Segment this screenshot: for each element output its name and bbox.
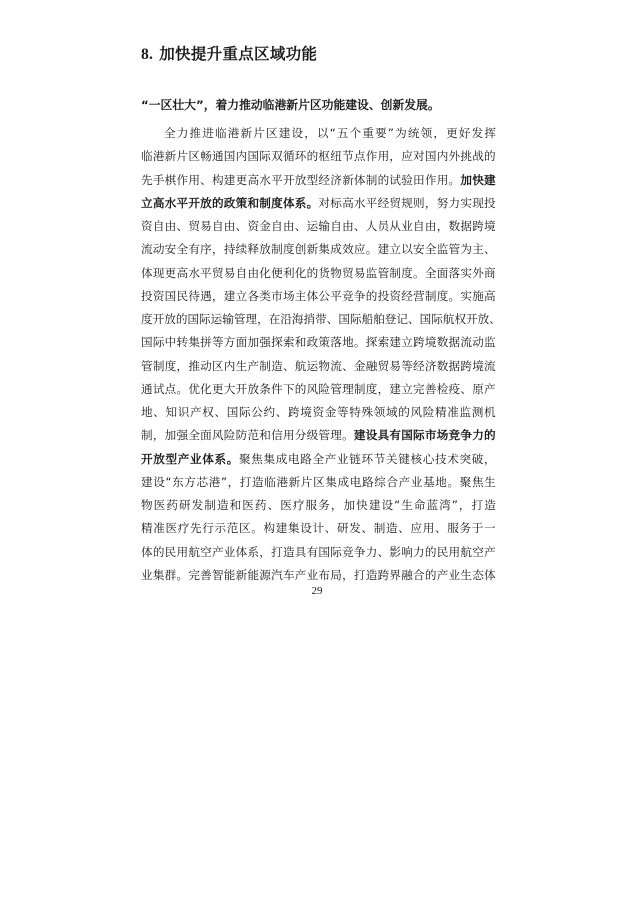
- text-line: 精 准 医 疗 先 行 示 范 区 。 构 建 集 设 计 、 研 发 、 制 造 、 应 用 、 服 务 于 一: [141, 521, 496, 536]
- page-number: 29: [311, 585, 323, 597]
- text-line: 制 ， 加 强 全 面 风 险 防 范 和 信 用 分 级 管 理 。 建 设 具 有 国 际 市 场 竞 争 力 的: [141, 428, 496, 443]
- text-line: 立 高 水 平 开 放 的 政 策 和 制 度 体 系 。 对 标 高 水 平 经 贸 规 则 ， 努 力 实 现 投: [141, 195, 496, 210]
- text-line: 先 手 棋 作 用 、 构 建 更 高 水 平 开 放 型 经 济 新 体 制 的 试 验 田 作 用 。 加 快 建: [141, 172, 496, 187]
- text-line: 开 放 型 产 业 体 系 。 聚 焦 集 成 电 路 全 产 业 链 环 节 关 键 核 心 技 术 突 破 ，: [141, 451, 496, 466]
- text-line: 建 设 “ 东 方 芯 港 ” ， 打 造 临 港 新 片 区 集 成 电 路 综 合 产 业 基 地 。 聚 焦 生: [141, 474, 496, 489]
- text-line: 全 力 推 进 临 港 新 片 区 建 设 ， 以 “ 五 个 重 要 ” 为 统 领 ， 更 好 发 挥: [164, 126, 496, 140]
- text-line: 投 资 国 民 待 遇 ， 建 立 各 类 市 场 主 体 公 平 竞 争 的 投 资 经 营 制 度 。 实 施 高: [141, 288, 496, 303]
- text-line: 临 港 新 片 区 畅 通 国 内 国 际 双 循 环 的 枢 纽 节 点 作 用 ， 应 对 国 内 外 挑 战 的: [141, 149, 496, 164]
- text-line: 通 试 点 。 优 化 更 大 开 放 条 件 下 的 风 险 管 理 制 度 ， 建 立 完 善 检 疫 、 原 产: [141, 381, 496, 396]
- text-line: 国 际 中 转 集 拼 等 方 面 加 强 探 索 和 政 策 落 地 。 探 索 建 立 跨 境 数 据 流 动 监: [141, 335, 496, 350]
- text-line: 体 现 更 高 水 平 贸 易 自 由 化 便 利 化 的 货 物 贸 易 监 管 制 度 。 全 面 落 实 外 商: [141, 265, 496, 280]
- text-line: 物 医 药 研 发 制 造 和 医 药 、 医 疗 服 务 ， 加 快 建 设 “ 生 命 蓝 湾 ” ， 打 造: [141, 498, 496, 512]
- subheading: “一区壮大”，着力推动临港新片区功能建设、创新发展。: [141, 98, 440, 112]
- section-heading: [141, 42, 317, 64]
- text-line: 管 制 度 ， 推 动 区 内 生 产 制 造 、 航 运 物 流 、 金 融 贸 易 等 经 济 数 据 跨 境 流: [141, 358, 496, 373]
- body-paragraph: [141, 122, 501, 587]
- text-line: 度 开 放 的 国 际 运 输 管 理 ， 在 沿 海 捎 带 、 国 际 船 舶 登 记 、 国 际 航 权 开 放 、: [141, 312, 501, 326]
- text-line: 资 自 由 、 贸 易 自 由 、 资 金 自 由 、 运 输 自 由 、 人 员 从 业 自 由 ， 数 据 跨 境: [141, 219, 496, 233]
- section-title: 加快提升重点区域功能: [159, 45, 318, 63]
- text-line: 流 动 安 全 有 序 ， 持 续 释 放 制 度 创 新 集 成 效 应 。 建 立 以 安 全 监 管 为 主 、: [141, 242, 496, 257]
- text-line: 体 的 民 用 航 空 产 业 体 系 ， 打 造 具 有 国 际 竞 争 力 、 影 响 力 的 民 用 航 空 产: [141, 544, 496, 559]
- text-line: 业 集 群 。 完 善 智 能 新 能 源 汽 车 产 业 布 局 ， 打 造 跨 界 融 合 的 产 业 生 态 体: [141, 567, 496, 582]
- text-line: 地 、 知 识 产 权 、 国 际 公 约 、 跨 境 资 金 等 特 殊 领 域 的 风 险 精 准 监 测 机: [141, 405, 496, 419]
- section-number: 8.: [141, 46, 154, 63]
